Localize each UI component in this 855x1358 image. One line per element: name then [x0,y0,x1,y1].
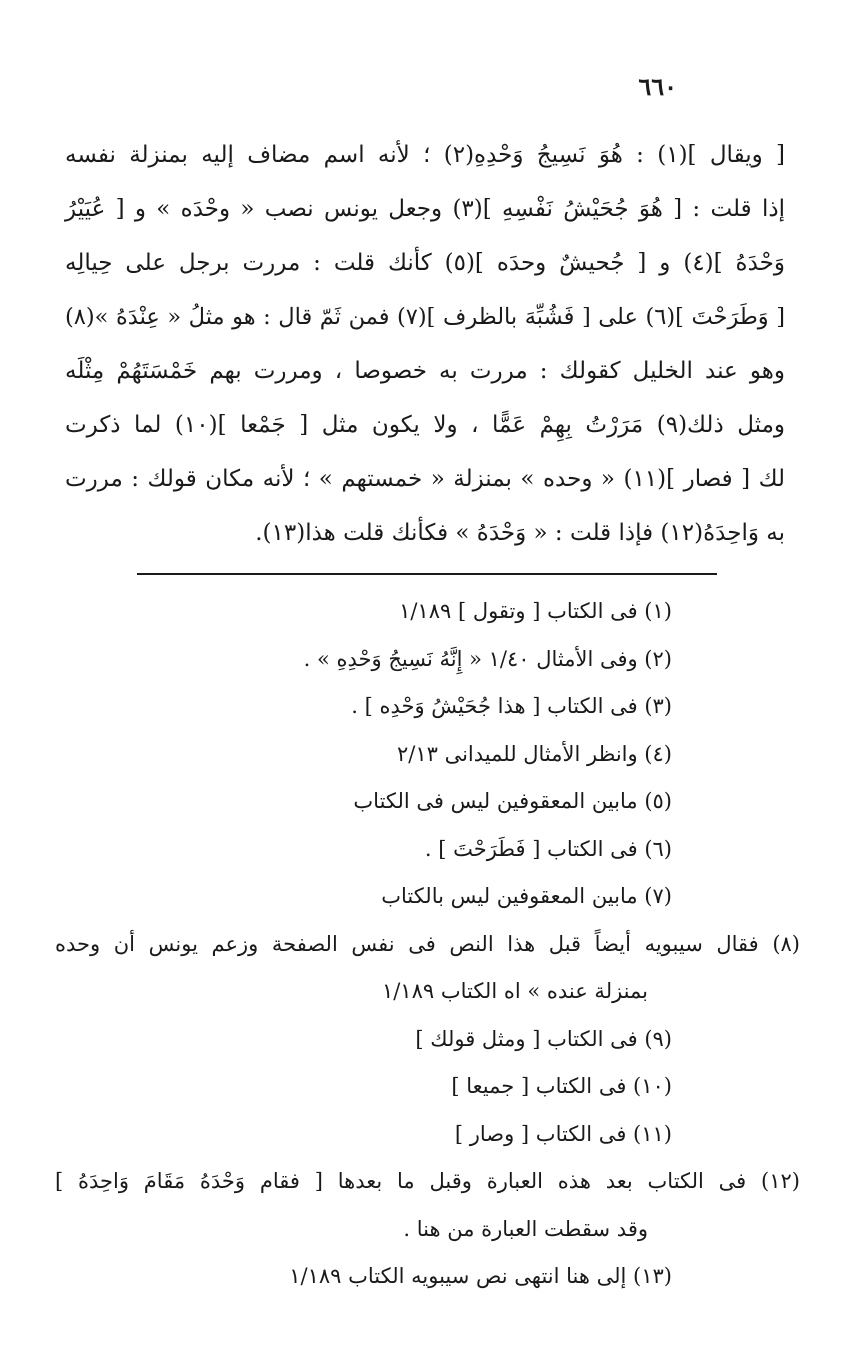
footnote-11: (١١) فى الكتاب [ وصار ] [454,1121,672,1146]
footnote-13: (١٣) إلى هنا انتهى نص سيبويه الكتاب ١/١٨٩ [289,1264,672,1288]
main-text-body [65,128,785,560]
footnote-2: (٢) وفى الأمثال ١/٤٠ « إِنَّهُ نَسِيجُ وَحْدِهِ » . [303,646,672,671]
footnote-3: (٣) فى الكتاب [ هذا جُحَيْشُ وَحْدِه ] . [351,694,672,718]
footnote-8: (٨) فقال سيبويه أيضاً قبل هذا النص فى نفس الصفحة وزعم يونس أن وحده [55,931,800,956]
footnote-1: (١) فى الكتاب [ وتقول ] ١/١٨٩ [399,599,672,623]
footnote-12: (١٢) فى الكتاب بعد هذه العبارة وقبل ما بعدها [ فقام وَحْدَهُ مَقَامَ وَاحِدَهُ ] [55,1169,800,1193]
footnote-12-continuation: وقد سقطت العبارة من هنا . [403,1216,648,1241]
footnote-9: (٩) فى الكتاب [ ومثل قولك ] [415,1026,672,1051]
main-text-line: به وَاحِدَهُ(١٢) فإذا قلت : « وَحْدَهُ » فكأنك قلت هذا(١٣). [255,520,785,546]
footnote-10: (١٠) فى الكتاب [ جميعا ] [451,1074,672,1098]
main-text-line: [ ويقال ](١) : هُوَ نَسِيجُ وَحْدِهِ(٢) ؛ لأنه اسم مضاف إليه بمنزلة نفسه [65,142,786,168]
footnote-6: (٦) فى الكتاب [ فَطَرَحْتَ ] . [424,836,672,861]
main-text-line: [ وَطَرَحْتَ ](٦) على [ فَشُبِّهَ بالظرف ](٧) فمن ثَمّ قال : هو مثلُ « عِنْدَهُ »(٨) [65,304,785,330]
main-text-line: إذا قلت : [ هُوَ جُحَيْشُ نَفْسِهِ ](٣) وجعل يونس نصب « وحْدَه » و [ عُيَيْرُ [65,196,785,222]
main-text-line: لك [ فصار ](١١) « وحده » بمنزلة « خمستهم » ؛ لأنه مكان قولك : مررت [65,466,785,492]
main-text-line: وهو عند الخليل كقولك : مررت به خصوصا ، ومررت بهم خَمْسَتَهُمْ مِثْلَه [65,358,785,384]
footnote-8-continuation: بمنزلة عنده » اه الكتاب ١/١٨٩ [381,979,648,1003]
page-number: ٦٦٠ [638,72,677,101]
main-text-line: وَحْدَهُ ](٤) و [ جُحيشٌ وحدَه ](٥) كأنك قلت : مررت برجل على حِيالِه [65,250,785,276]
footnote-5: (٥) مابين المعقوفين ليس فى الكتاب [353,789,672,813]
footnotes-section [55,588,800,1301]
footnote-separator-rule [137,573,717,575]
footnote-4: (٤) وانظر الأمثال للميدانى ٢/١٣ [396,741,672,766]
footnote-7: (٧) مابين المعقوفين ليس بالكتاب [381,884,672,908]
main-text-line: ومثل ذلك(٩) مَرَرْتُ بِهِمْ عَمًّا ، ولا يكون مثل [ جَمْعا ](١٠) لما ذكرت [65,412,785,438]
